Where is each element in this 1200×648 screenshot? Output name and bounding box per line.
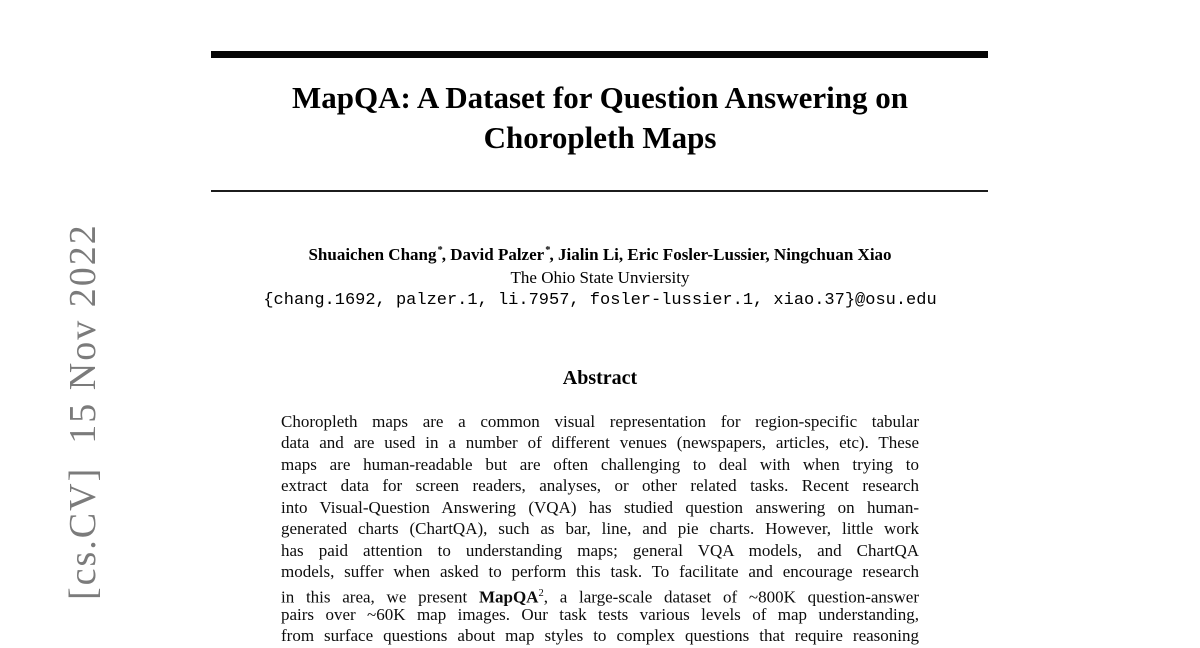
author-2: David Palzer	[450, 245, 545, 264]
authors-rest: Jialin Li, Eric Fosler-Lussier, Ningchuan Xiao	[557, 245, 892, 264]
abstract-line: Choropleth maps are a common visual representation for region-specific tabular	[281, 412, 919, 431]
affiliation: The Ohio State Unviersity	[510, 268, 690, 287]
author-separator: ,	[441, 245, 451, 264]
mapqa-line-post: , a large-scale dataset of ~800K question-answer	[543, 587, 919, 607]
abstract-line: extract data for screen readers, analyses, or other related tasks. Recent research	[281, 476, 919, 496]
abstract-line: has paid attention to understanding maps; general VQA models, and ChartQA	[281, 540, 919, 560]
mapqa-line-pre: in this area, we present	[281, 587, 479, 607]
arxiv-stamp-text: [cs.CV] 15 Nov 2022	[62, 223, 104, 600]
abstract-line: generated charts (ChartQA), such as bar, line, and pie charts. However, little work	[281, 519, 919, 539]
paper-title-line2: Choropleth Maps	[483, 120, 717, 155]
abstract-line-mapqa	[281, 583, 919, 607]
author-1: Shuaichen Chang	[308, 245, 437, 264]
abstract-line: from surface questions about map styles to complex questions that require reasoning	[281, 626, 919, 646]
mapqa-dataset-name: MapQA	[478, 587, 539, 607]
paper-title	[0, 78, 1200, 158]
abstract-line: data and are used in a number of different venues (newspapers, articles, etc). These	[281, 433, 919, 453]
abstract-line: pairs over ~60K map images. Our task tests various levels of map understanding,	[281, 604, 919, 624]
mapqa-footnote-marker: 2	[538, 587, 544, 599]
abstract-body	[281, 411, 919, 647]
abstract-line: models, suffer when asked to perform this task. To facilitate and encourage research	[281, 562, 919, 582]
title-rule-bottom	[211, 190, 988, 192]
author-separator: ,	[549, 245, 558, 264]
author-1-footnote-marker: *	[437, 245, 443, 257]
abstract-line: into Visual-Question Answering (VQA) has studied question answering on human-	[281, 497, 919, 517]
abstract-heading: Abstract	[562, 367, 638, 389]
abstract-line: maps are human-readable but are often challenging to deal with when trying to	[281, 454, 919, 474]
paper-title-line1: MapQA: A Dataset for Question Answering on	[291, 80, 908, 115]
title-rule-top	[211, 51, 988, 58]
author-2-footnote-marker: *	[545, 245, 551, 257]
author-line	[0, 245, 1200, 265]
email-line: {chang.1692, palzer.1, li.7957, fosler-lussier.1, xiao.37}@osu.edu	[263, 291, 937, 310]
